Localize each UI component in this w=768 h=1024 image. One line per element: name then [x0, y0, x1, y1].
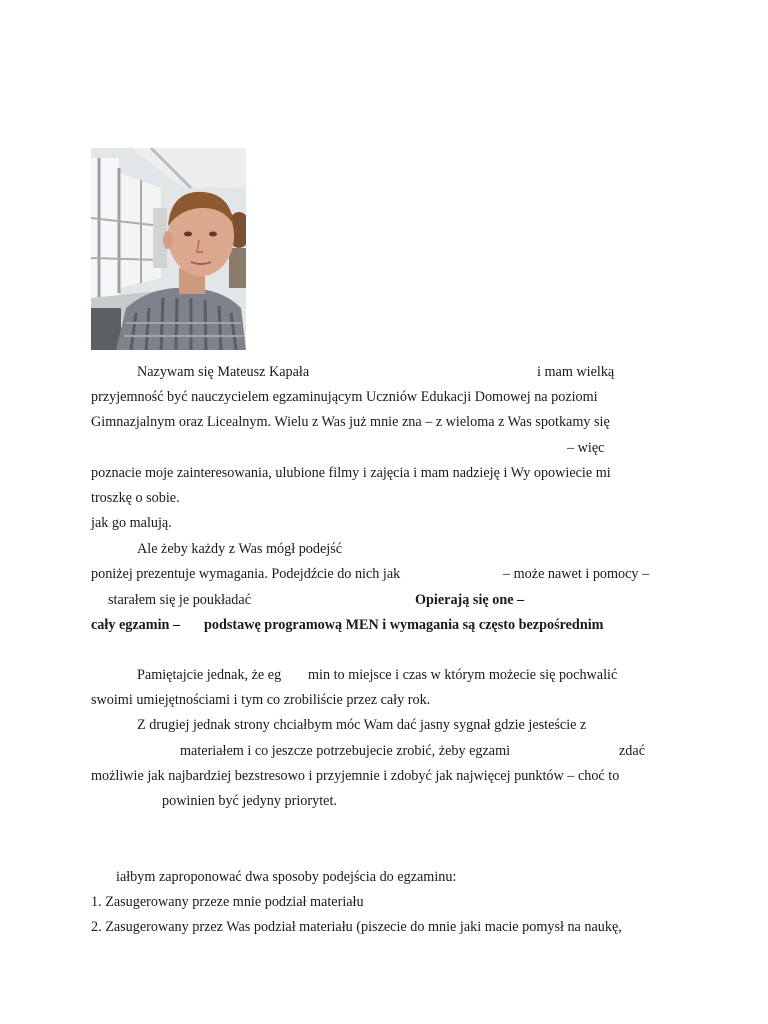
paragraph-line: powinien być jedyny priorytet. — [162, 793, 337, 809]
list-item: 2. Zasugerowany przez Was podział materiału (piszecie do mnie jaki macie pomysł na naukę, — [91, 919, 622, 935]
paragraph-line: Pamiętajcie jednak, że eg — [137, 667, 282, 683]
intro-name-text: Nazywam się Mateusz Kapała — [137, 364, 310, 380]
paragraph-line: zdać — [619, 743, 645, 759]
paragraph-line: materiałem i co jeszcze potrzebujecie zrobić, żeby egzami — [180, 743, 511, 759]
paragraph-line: Z drugiej jednak strony chciałbym móc Wam dać jasny sygnał gdzie jesteście z — [137, 717, 587, 733]
paragraph-line: – może nawet i pomocy – — [503, 566, 650, 582]
paragraph-line: troszkę o sobie. — [91, 490, 180, 506]
portrait-image — [91, 148, 246, 350]
bold-statement: cały egzamin – — [91, 617, 181, 633]
paragraph-line: starałem się je poukładać — [108, 592, 251, 608]
paragraph-line: – więc — [567, 440, 605, 456]
paragraph-line: Ale żeby każdy z Was mógł podejść — [137, 541, 343, 557]
paragraph-line: jak go malują. — [91, 515, 172, 531]
paragraph-line: poniżej prezentuje wymagania. Podejdźcie do nich jak — [91, 566, 401, 582]
proposal-intro: iałbym zaproponować dwa sposoby podejścia do egzaminu: — [116, 869, 457, 885]
bold-statement: Opierają się one – — [415, 592, 525, 608]
bold-statement: podstawę programową MEN i wymagania są często bezpośrednim — [204, 617, 604, 633]
paragraph-line: poznacie moje zainteresowania, ulubione filmy i zajęcia i mam nadzieję i Wy opowiecie mi — [91, 465, 611, 481]
paragraph-line: Gimnazjalnym oraz Licealnym. Wielu z Was już mnie zna – z wieloma z Was spotkamy się — [91, 414, 610, 430]
paragraph-line: przyjemność być nauczycielem egzaminującym Uczniów Edukacji Domowej na poziomi — [91, 389, 598, 405]
intro-pleasure-text: i mam wielką — [537, 364, 615, 380]
paragraph-line: swoimi umiejętnościami i tym co zrobiliście przez cały rok. — [91, 692, 431, 708]
list-item: 1. Zasugerowany przeze mnie podział materiału — [91, 894, 364, 910]
paragraph-line: min to miejsce i czas w którym możecie się pochwalić — [308, 667, 618, 683]
portrait-photo — [91, 148, 246, 350]
paragraph-line: możliwie jak najbardziej bezstresowo i przyjemnie i zdobyć jak najwięcej punktów – choć to — [91, 768, 620, 784]
